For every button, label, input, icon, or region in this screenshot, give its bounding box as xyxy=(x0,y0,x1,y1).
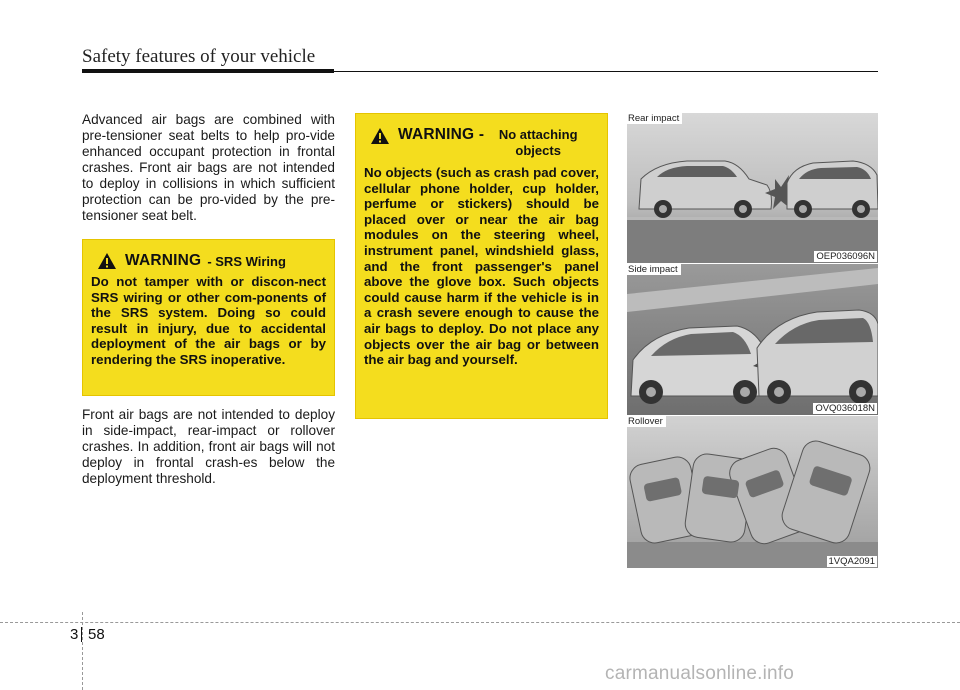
warning-heading xyxy=(370,126,599,159)
rollover-illustration xyxy=(627,416,878,568)
warning-word: WARNING - xyxy=(398,126,485,143)
header-rule-thin xyxy=(334,71,878,72)
page-header-title: Safety features of your vehicle xyxy=(82,46,316,67)
figure-side-impact xyxy=(627,264,878,415)
figure-code: 1VQA2091 xyxy=(828,556,875,567)
warning-text: Do not tamper with or discon-nect SRS wiring or other com-ponents of the SRS system. Doing so could result in injury, due to accidental deployment of the air bags or by rendering the SRS inoperative. xyxy=(91,274,326,367)
warning-text: No objects (such as crash pad cover, cellular phone holder, cup holder, perfume or stickers) should be placed over or near the air bag modules on the steering wheel, instrument panel, windshield glass, and the front passenger's panel above the glove box. Such objects could cause harm if the vehicle is in a crash severe enough to cause the air bags to deploy. Do not place any objects over the air bag or between the air bag and yourself. xyxy=(364,165,599,368)
side-impact-illustration xyxy=(627,264,878,415)
warning-word: WARNING xyxy=(125,252,202,269)
page-number-separator xyxy=(81,627,82,642)
warning-triangle-icon xyxy=(97,252,117,270)
warning-triangle-icon xyxy=(370,127,390,145)
body-paragraph-1: Advanced air bags are combined with pre-tensioner seat belts to help pro-vide enhanced occupant protection in frontal crashes. Front air bags are not intended to deploy in collisions in which sufficient protection can be pro-vided by the pre-tensioner seat belt. xyxy=(82,112,335,223)
body-paragraph-2: Front air bags are not intended to deploy in side-impact, rear-impact or rollover crashes. In addition, front air bags will not deploy in frontal crash-es below the deployment threshold. xyxy=(82,407,335,486)
figure-rollover xyxy=(627,416,878,568)
figure-label: Rollover xyxy=(627,416,666,427)
warning-subtitle: - SRS Wiring xyxy=(207,253,286,269)
warning-heading xyxy=(97,252,326,270)
figure-label: Rear impact xyxy=(627,113,682,124)
figure-label: Side impact xyxy=(627,264,681,275)
figure-code: OVQ036018N xyxy=(815,403,875,414)
header-rule-thick xyxy=(82,69,334,73)
figure-code: OEP036096N xyxy=(816,251,875,262)
warning-box-srs-wiring xyxy=(82,239,335,396)
figure-rear-impact xyxy=(627,113,878,263)
warning-box-no-attaching-objects xyxy=(355,113,608,419)
chapter-number: 3 xyxy=(70,626,79,643)
footer-dashed-vertical xyxy=(82,612,83,690)
warning-subtitle: No attaching objects xyxy=(498,127,578,158)
footer-dashed-line xyxy=(0,622,960,623)
page-number: 58 xyxy=(88,626,105,643)
watermark-text: carmanualsonline.info xyxy=(605,663,795,684)
rear-impact-illustration xyxy=(627,113,878,263)
